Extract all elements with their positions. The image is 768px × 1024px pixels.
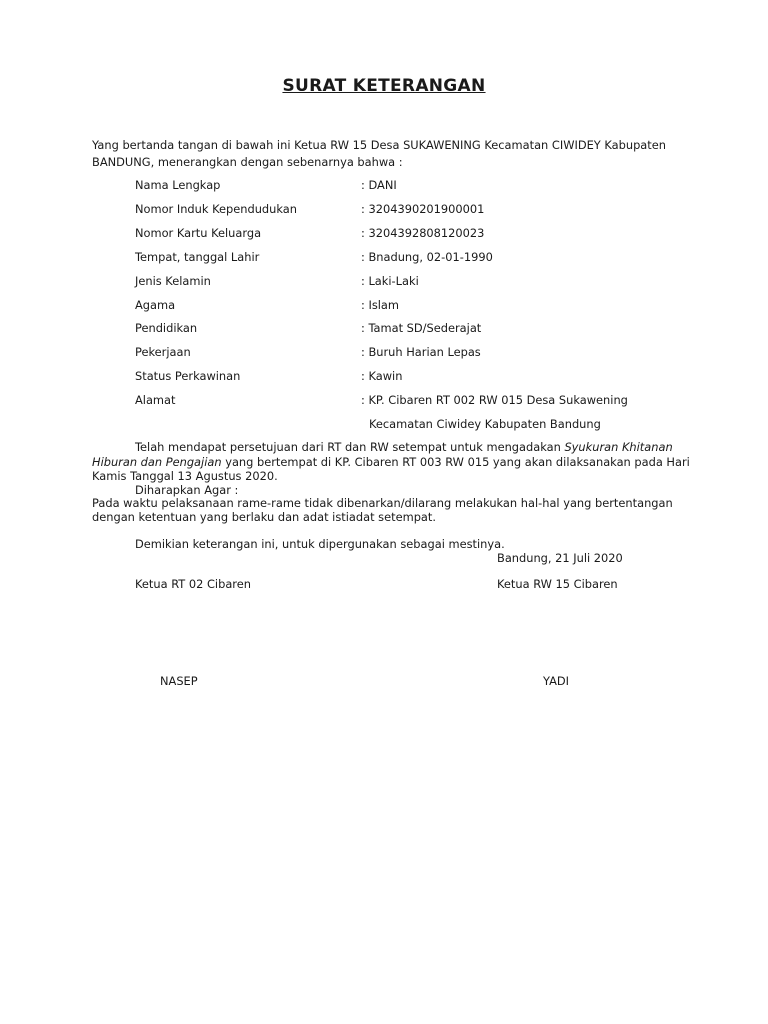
field-value-nama: : DANI xyxy=(361,178,397,192)
paragraph-1-line-1 xyxy=(135,440,673,454)
field-value-pendidikan: : Tamat SD/Sederajat xyxy=(361,321,482,335)
field-label-alamat: Alamat xyxy=(135,393,176,407)
paragraph-1-text-a: Telah mendapat persetujuan dari RT dan RW setempat untuk mengadakan xyxy=(135,440,565,454)
field-value-pekerjaan: : Buruh Harian Lepas xyxy=(361,345,481,359)
paragraph-1-event-b: Hiburan dan Pengajian xyxy=(92,455,222,469)
field-label-nama: Nama Lengkap xyxy=(135,178,221,192)
closing-statement: Demikian keterangan ini, untuk dipergunakan sebagai mestinya. xyxy=(135,537,505,551)
field-label-ttl: Tempat, tanggal Lahir xyxy=(135,250,260,264)
field-value-nik: : 3204390201900001 xyxy=(361,202,485,216)
paragraph-2-heading: Diharapkan Agar : xyxy=(135,483,239,497)
field-label-nik: Nomor Induk Kependudukan xyxy=(135,202,297,216)
field-label-jenis-kelamin: Jenis Kelamin xyxy=(135,274,211,288)
signatory-left-name: NASEP xyxy=(160,674,198,688)
field-label-status: Status Perkawinan xyxy=(135,369,241,383)
field-value-agama: : Islam xyxy=(361,298,399,312)
field-label-kk: Nomor Kartu Keluarga xyxy=(135,226,262,240)
paragraph-2-line-1: Pada waktu pelaksanaan rame-rame tidak dibenarkan/dilarang melakukan hal-hal yang bertentangan xyxy=(92,496,673,510)
paragraph-1-event-a: Syukuran Khitanan xyxy=(564,440,673,454)
place-date: Bandung, 21 Juli 2020 xyxy=(497,551,623,565)
paragraph-1-text-d: yang bertempat di KP. Cibaren RT 003 RW 015 yang akan dilaksanakan pada Hari xyxy=(221,455,690,469)
field-value-alamat-cont: Kecamatan Ciwidey Kabupaten Bandung xyxy=(369,417,601,431)
paragraph-1-line-2 xyxy=(92,455,690,469)
field-value-status: : Kawin xyxy=(361,369,403,383)
field-value-kk: : 3204392808120023 xyxy=(361,226,485,240)
signatory-left-title: Ketua RT 02 Cibaren xyxy=(135,577,251,591)
paragraph-1-line-3: Kamis Tanggal 13 Agustus 2020. xyxy=(92,469,278,483)
paragraph-2-line-2: dengan ketentuan yang berlaku dan adat istiadat setempat. xyxy=(92,510,436,524)
field-label-pendidikan: Pendidikan xyxy=(135,321,198,335)
signatory-right-name: YADI xyxy=(543,674,569,688)
field-value-alamat: : KP. Cibaren RT 002 RW 015 Desa Sukawening xyxy=(361,393,628,407)
signatory-right-title: Ketua RW 15 Cibaren xyxy=(497,577,618,591)
field-value-ttl: : Bnadung, 02-01-1990 xyxy=(361,250,493,264)
intro-line-2: BANDUNG, menerangkan dengan sebenarnya bahwa : xyxy=(92,155,403,169)
document-title: SURAT KETERANGAN xyxy=(282,76,486,96)
intro-line-1: Yang bertanda tangan di bawah ini Ketua RW 15 Desa SUKAWENING Kecamatan CIWIDEY Kabupaten xyxy=(92,138,666,152)
field-value-jenis-kelamin: : Laki-Laki xyxy=(361,274,419,288)
field-label-pekerjaan: Pekerjaan xyxy=(135,345,191,359)
field-label-agama: Agama xyxy=(135,298,176,312)
